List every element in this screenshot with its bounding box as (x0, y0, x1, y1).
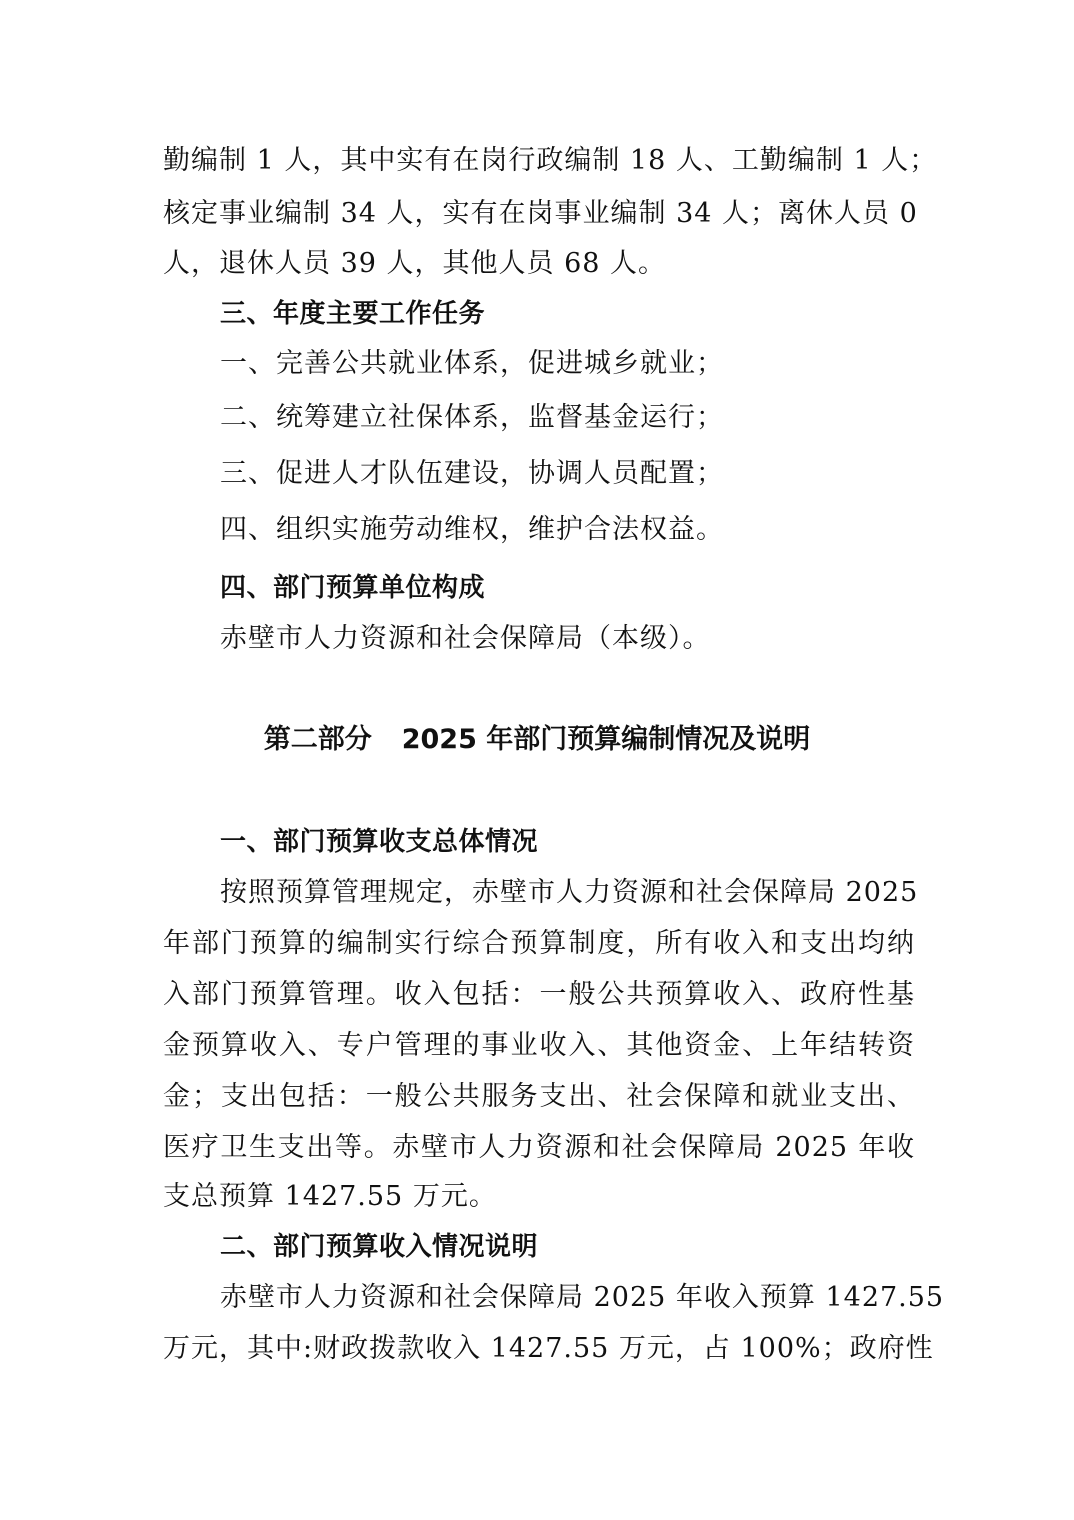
paragraph-overall-line-6: 医疗卫生支出等。赤壁市人力资源和社会保障局 2025 年收 (163, 1132, 915, 1163)
section-heading-budget-units: 四、部门预算单位构成 (220, 573, 486, 603)
paragraph-overall-line-3: 入部门预算管理。收入包括：一般公共预算收入、政府性基 (163, 979, 915, 1010)
paragraph-overall-line-2: 年部门预算的编制实行综合预算制度，所有收入和支出均纳 (163, 928, 915, 959)
paragraph-staffing-line-1: 勤编制 1 人，其中实有在岗行政编制 18 人、工勤编制 1 人； (163, 145, 938, 176)
paragraph-income-line-1: 赤壁市人力资源和社会保障局 2025 年收入预算 1427.55 (220, 1282, 945, 1313)
task-item-4: 四、组织实施劳动维权，维护合法权益。 (220, 514, 724, 545)
task-item-2: 二、统筹建立社保体系，监督基金运行； (220, 402, 724, 433)
part-two-title (0, 723, 1074, 757)
paragraph-overall-line-4: 金预算收入、专户管理的事业收入、其他资金、上年结转资 (163, 1030, 915, 1061)
section-heading-main-tasks: 三、年度主要工作任务 (220, 299, 486, 329)
paragraph-income-line-2: 万元，其中:财政拨款收入 1427.55 万元，占 100%；政府性 (163, 1333, 934, 1364)
section-heading-overall-budget: 一、部门预算收支总体情况 (220, 827, 539, 857)
paragraph-overall-line-7: 支总预算 1427.55 万元。 (163, 1181, 497, 1212)
paragraph-overall-line-5: 金；支出包括：一般公共服务支出、社会保障和就业支出、 (163, 1081, 915, 1112)
task-item-3: 三、促进人才队伍建设，协调人员配置； (220, 458, 724, 489)
part-two-label: 第二部分 (263, 724, 372, 755)
budget-unit-text: 赤壁市人力资源和社会保障局（本级）。 (220, 623, 711, 654)
part-two-subtitle: 2025 年部门预算编制情况及说明 (401, 724, 811, 755)
paragraph-overall-line-1: 按照预算管理规定，赤壁市人力资源和社会保障局 2025 (220, 877, 919, 908)
section-heading-income: 二、部门预算收入情况说明 (220, 1232, 539, 1262)
task-item-1: 一、完善公共就业体系，促进城乡就业； (220, 348, 724, 379)
paragraph-staffing-line-2: 核定事业编制 34 人，实有在岗事业编制 34 人；离休人员 0 (163, 198, 918, 229)
paragraph-staffing-line-3: 人，退休人员 39 人，其他人员 68 人。 (163, 248, 667, 279)
